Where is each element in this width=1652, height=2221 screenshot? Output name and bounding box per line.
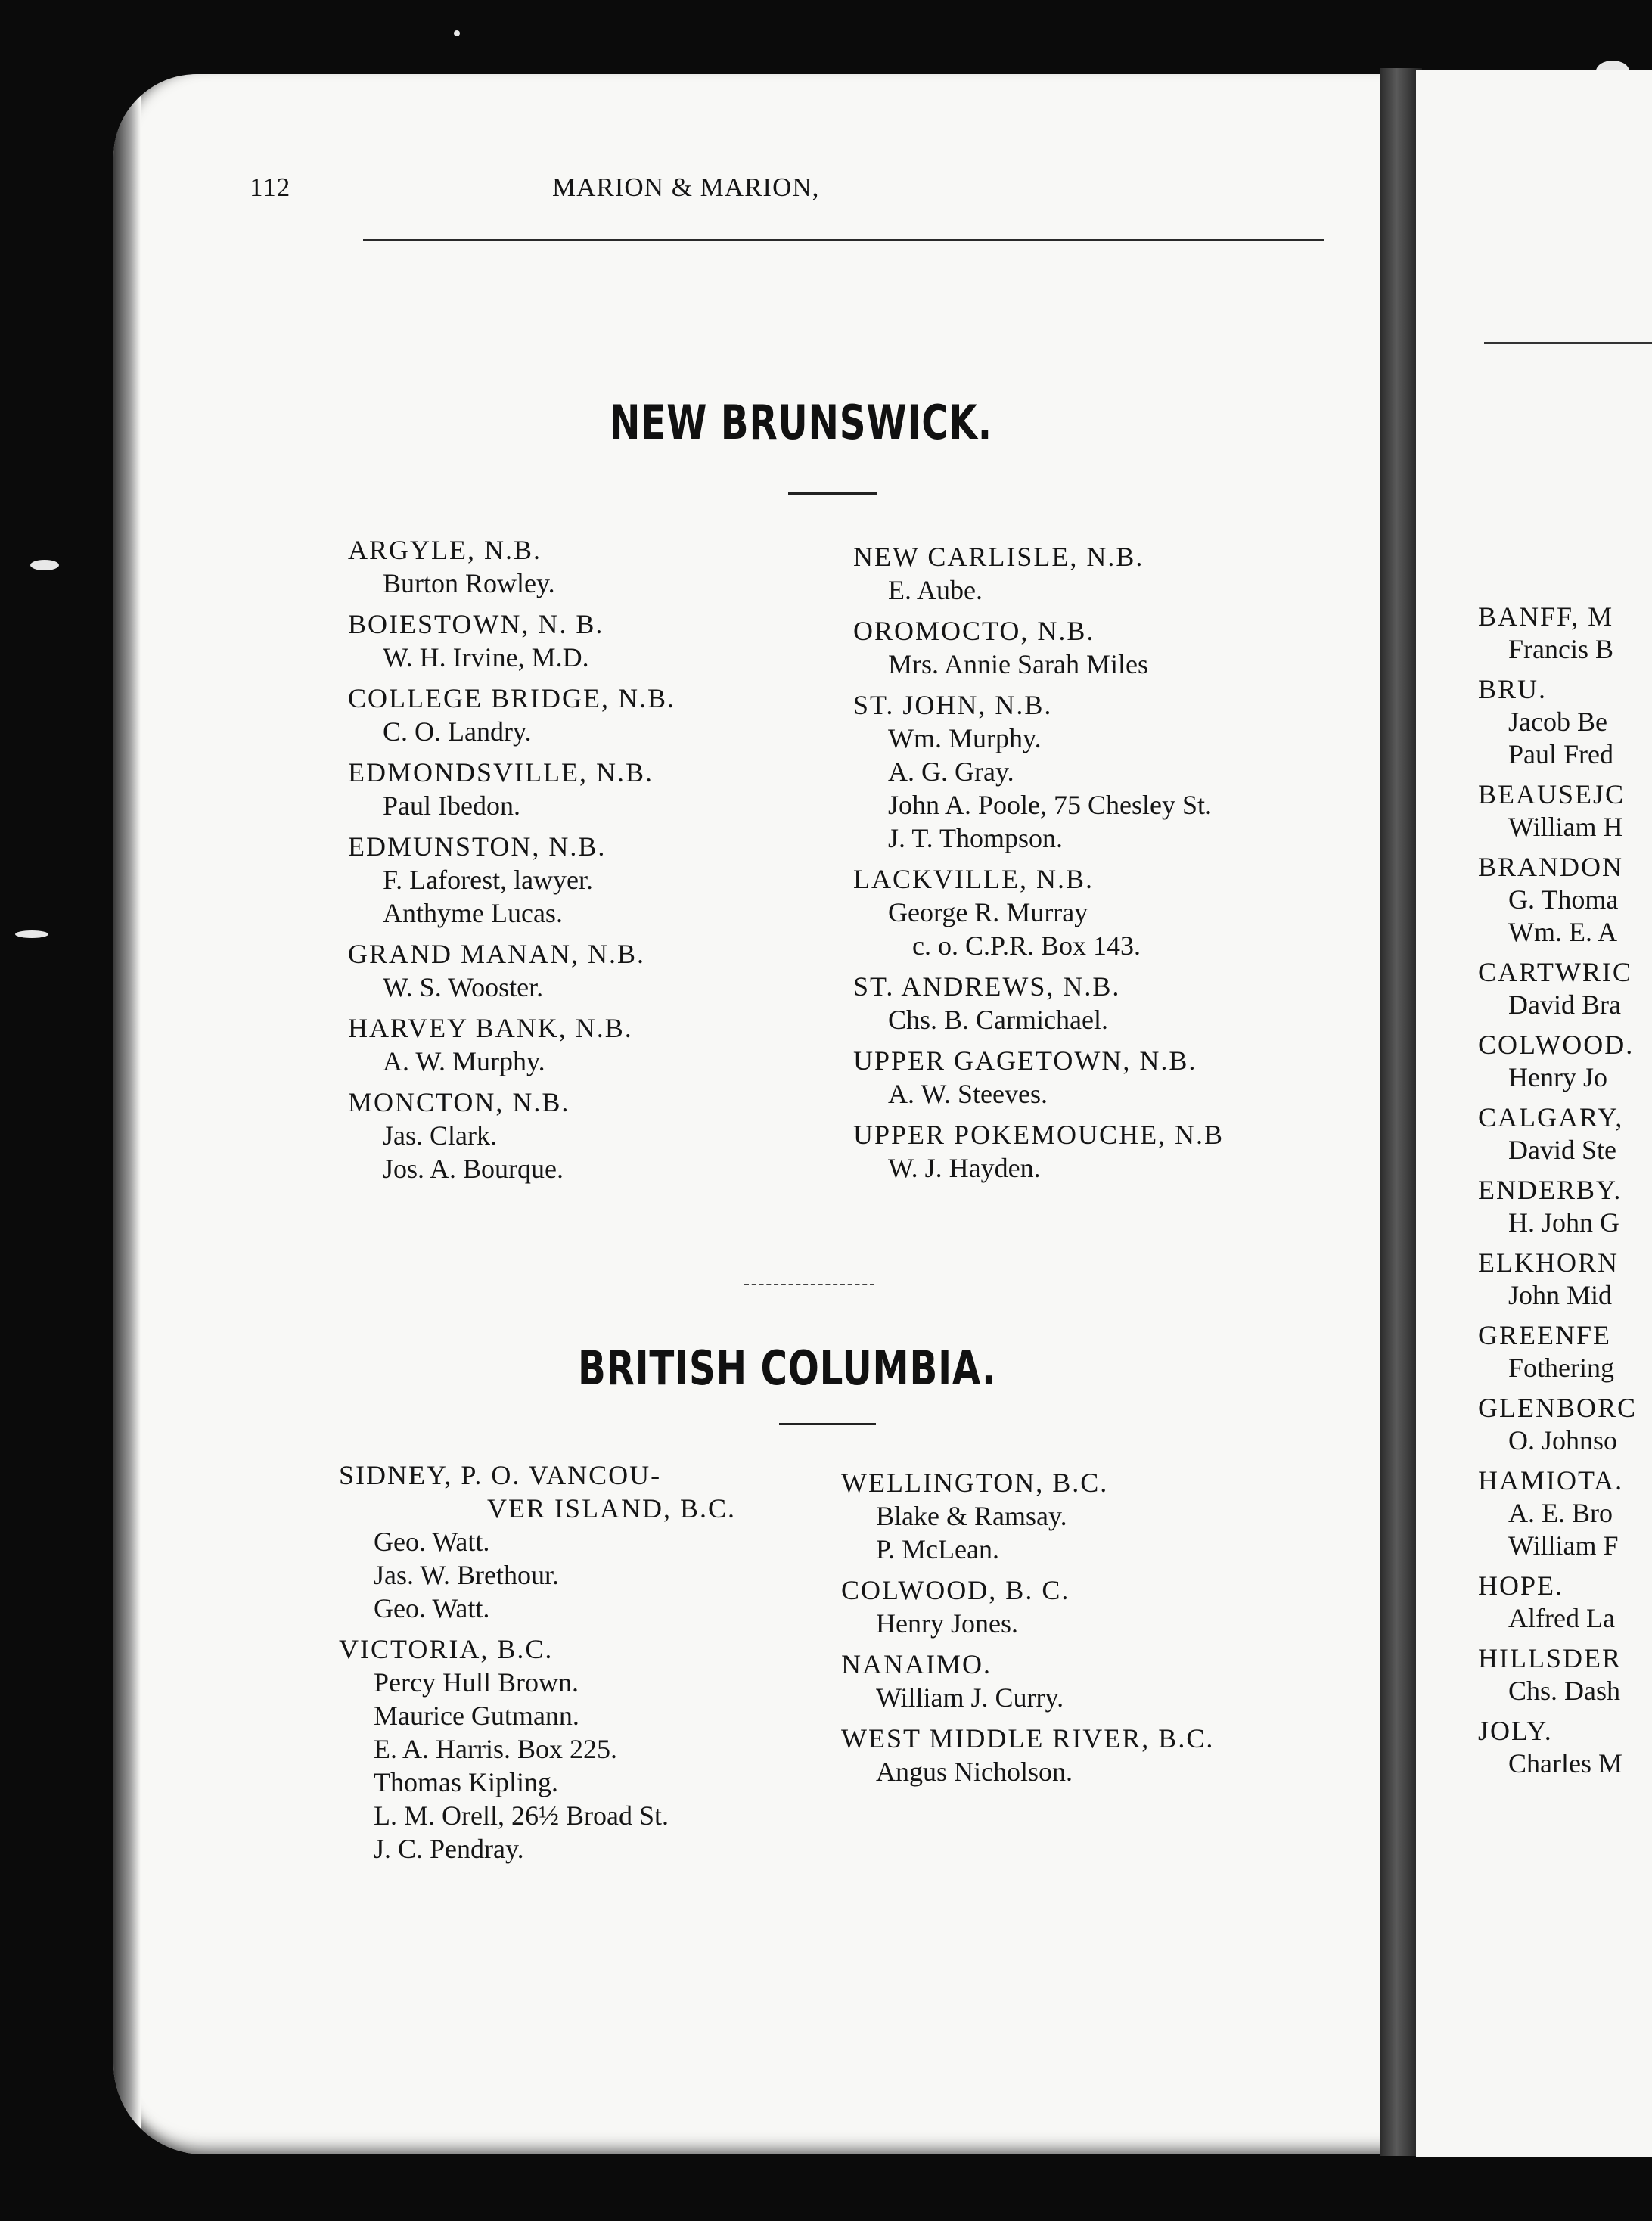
directory-entry [841, 1722, 1214, 1788]
place-heading: OROMOCTO, N.B. [853, 616, 1095, 646]
agent-name: A. G. Gray. [888, 756, 1014, 787]
place-heading: COLLEGE BRIDGE, N.B. [348, 683, 675, 713]
place-heading: ST. JOHN, N.B. [853, 690, 1053, 720]
place-heading: GRAND MANAN, N.B. [348, 939, 646, 969]
agent-name: A. E. Bro [1508, 1498, 1613, 1528]
place-heading: CALGARY, [1478, 1102, 1624, 1132]
running-title: MARION & MARION, [552, 172, 820, 202]
agent-name: F. Laforest, lawyer. [383, 865, 594, 895]
place-heading: LACKVILLE, N.B. [853, 864, 1094, 894]
agent-name: Jacob Be [1508, 707, 1607, 737]
directory-entry [853, 970, 1224, 1036]
dust-speck [30, 560, 59, 570]
place-heading: ENDERBY. [1478, 1175, 1622, 1205]
directory-entry [841, 1466, 1214, 1566]
directory-entry [348, 937, 675, 1004]
place-heading: HARVEY BANK, N.B. [348, 1013, 633, 1043]
place-heading: ELKHORN [1478, 1247, 1619, 1278]
facing-entry [1478, 1570, 1637, 1635]
facing-entry [1478, 956, 1637, 1021]
agent-name: John A. Poole, 75 Chesley St. [888, 790, 1213, 820]
agent-name: G. Thoma [1508, 884, 1619, 915]
running-head [250, 172, 1324, 210]
directory-entry [348, 607, 675, 674]
agent-name: Henry Jo [1508, 1062, 1607, 1092]
new-brunswick-right-column [853, 540, 1224, 1192]
directory-entry [841, 1648, 1214, 1714]
agent-name: David Bra [1508, 989, 1621, 1020]
agent-name: Thomas Kipling. [374, 1767, 558, 1797]
agent-name: L. M. Orell, 26½ Broad St. [374, 1800, 669, 1831]
agent-name: H. John G [1508, 1207, 1620, 1238]
place-heading: BANFF, M [1478, 601, 1614, 632]
agent-name: Mrs. Annie Sarah Miles [888, 649, 1148, 679]
dust-speck [454, 30, 460, 36]
section-rule [779, 1423, 876, 1425]
directory-entry [348, 533, 675, 600]
directory-entry [339, 1458, 736, 1625]
dust-speck [15, 930, 48, 938]
place-heading: WELLINGTON, B.C. [841, 1468, 1109, 1498]
facing-entry [1478, 1029, 1637, 1094]
facing-entry [1478, 1392, 1637, 1457]
place-heading: ARGYLE, N.B. [348, 535, 542, 565]
directory-entry [853, 540, 1224, 607]
directory-entry [348, 756, 675, 822]
directory-entry [853, 614, 1224, 681]
directory-entry [853, 1118, 1224, 1185]
agent-name: J. C. Pendray. [374, 1834, 524, 1864]
facing-entry [1478, 601, 1637, 666]
agent-name: Geo. Watt. [374, 1593, 490, 1623]
directory-entry [841, 1573, 1214, 1640]
agent-name: Chs. Dash [1508, 1676, 1621, 1706]
new-brunswick-left-column [348, 533, 675, 1193]
agent-name: Alfred La [1508, 1603, 1615, 1633]
directory-entry [348, 1086, 675, 1185]
agent-name: David Ste [1508, 1135, 1616, 1165]
facing-entry [1478, 1319, 1637, 1384]
place-heading: HOPE. [1478, 1570, 1564, 1601]
facing-entry [1478, 1101, 1637, 1166]
place-heading: HILLSDER [1478, 1643, 1622, 1673]
agent-name: William H [1508, 812, 1623, 842]
agent-name: William F [1508, 1530, 1619, 1561]
agent-name: Wm. E. A [1508, 917, 1617, 947]
place-heading: GLENBORC [1478, 1393, 1638, 1423]
directory-entry [853, 1044, 1224, 1110]
agent-name: P. McLean. [876, 1534, 999, 1564]
agent-name: Blake & Ramsay. [876, 1501, 1067, 1531]
place-heading: BOIESTOWN, N. B. [348, 609, 604, 639]
agent-name: J. T. Thompson. [888, 823, 1064, 853]
agent-name: A. W. Murphy. [383, 1046, 545, 1076]
agent-name: Angus Nicholson. [876, 1757, 1073, 1787]
section-title-new-brunswick: NEW BRUNSWICK. [610, 395, 992, 450]
place-heading: NANAIMO. [841, 1649, 992, 1679]
facing-entry [1478, 1174, 1637, 1239]
agent-name: Maurice Gutmann. [374, 1701, 579, 1731]
directory-entry [853, 862, 1224, 962]
facing-entry [1478, 851, 1637, 949]
section-title-british-columbia: BRITISH COLUMBIA. [578, 1340, 997, 1396]
agent-name: W. J. Hayden. [888, 1153, 1041, 1183]
place-heading: JOLY. [1478, 1716, 1553, 1746]
agent-name: Paul Fred [1508, 739, 1613, 769]
agent-name: Percy Hull Brown. [374, 1667, 579, 1698]
place-heading: SIDNEY, P. O. VANCOU- [339, 1460, 662, 1490]
place-heading: EDMUNSTON, N.B. [348, 831, 607, 862]
place-heading: BEAUSEJC [1478, 779, 1626, 809]
agent-address: c. o. C.P.R. Box 143. [912, 930, 1141, 961]
place-heading: VICTORIA, B.C. [339, 1634, 554, 1664]
agent-name: Jas. W. Brethour. [374, 1560, 560, 1590]
place-heading: GREENFE [1478, 1320, 1611, 1350]
directory-entry [339, 1632, 736, 1865]
header-rule [363, 239, 1324, 241]
place-heading: COLWOOD, B. C. [841, 1575, 1070, 1605]
agent-name: Jos. A. Bourque. [383, 1154, 564, 1184]
facing-page [1416, 70, 1652, 2157]
british-columbia-right-column [841, 1466, 1214, 1796]
place-heading: UPPER GAGETOWN, N.B. [853, 1045, 1197, 1076]
place-heading: NEW CARLISLE, N.B. [853, 542, 1144, 572]
agent-name: E. Aube. [888, 575, 983, 605]
agent-name: Paul Ibedon. [383, 791, 520, 821]
agent-name: Geo. Watt. [374, 1527, 490, 1557]
place-heading: HAMIOTA. [1478, 1465, 1624, 1496]
place-heading: BRANDON [1478, 852, 1624, 882]
agent-name: Wm. Murphy. [888, 723, 1042, 753]
place-heading: ST. ANDREWS, N.B. [853, 971, 1121, 1002]
place-heading: COLWOOD. [1478, 1030, 1635, 1060]
agent-name: O. Johnso [1508, 1425, 1618, 1455]
place-heading: CARTWRIC [1478, 957, 1632, 987]
facing-entry [1478, 1642, 1637, 1707]
place-heading: WEST MIDDLE RIVER, B.C. [841, 1723, 1215, 1754]
facing-page-column [1478, 601, 1637, 1788]
facing-entry [1478, 1715, 1637, 1780]
directory-entry [348, 682, 675, 748]
directory-entry [853, 688, 1224, 855]
agent-name: W. H. Irvine, M.D. [383, 642, 589, 673]
agent-name: John Mid [1508, 1280, 1613, 1310]
facing-entry [1478, 778, 1637, 843]
facing-entry [1478, 1465, 1637, 1562]
british-columbia-left-column [339, 1458, 736, 1873]
agent-name: W. S. Wooster. [383, 972, 544, 1002]
section-divider [744, 1284, 874, 1285]
facing-header-rule [1484, 342, 1652, 344]
place-heading: MONCTON, N.B. [348, 1087, 570, 1117]
place-heading: EDMONDSVILLE, N.B. [348, 757, 654, 787]
page-number: 112 [250, 172, 291, 202]
facing-entry [1478, 673, 1637, 771]
agent-name: E. A. Harris. Box 225. [374, 1734, 617, 1764]
agent-name: Henry Jones. [876, 1608, 1018, 1639]
agent-name: William J. Curry. [876, 1682, 1064, 1713]
directory-entry [348, 1011, 675, 1078]
place-heading: UPPER POKEMOUCHE, N.B [853, 1120, 1225, 1150]
agent-name: Francis B [1508, 634, 1613, 664]
agent-name: Chs. B. Carmichael. [888, 1005, 1108, 1035]
agent-name: Fothering [1508, 1353, 1614, 1383]
agent-name: Charles M [1508, 1748, 1622, 1778]
agent-name: C. O. Landry. [383, 716, 532, 747]
place-heading-continued: VER ISLAND, B.C. [487, 1493, 737, 1524]
directory-entry [348, 830, 675, 930]
agent-name: A. W. Steeves. [888, 1079, 1048, 1109]
section-rule [788, 492, 877, 495]
agent-name: Burton Rowley. [383, 568, 555, 598]
agent-name: George R. Murray [888, 897, 1088, 927]
agent-name: Jas. Clark. [383, 1120, 497, 1151]
agent-name: Anthyme Lucas. [383, 898, 563, 928]
facing-entry [1478, 1247, 1637, 1312]
place-heading: BRU. [1478, 674, 1548, 704]
